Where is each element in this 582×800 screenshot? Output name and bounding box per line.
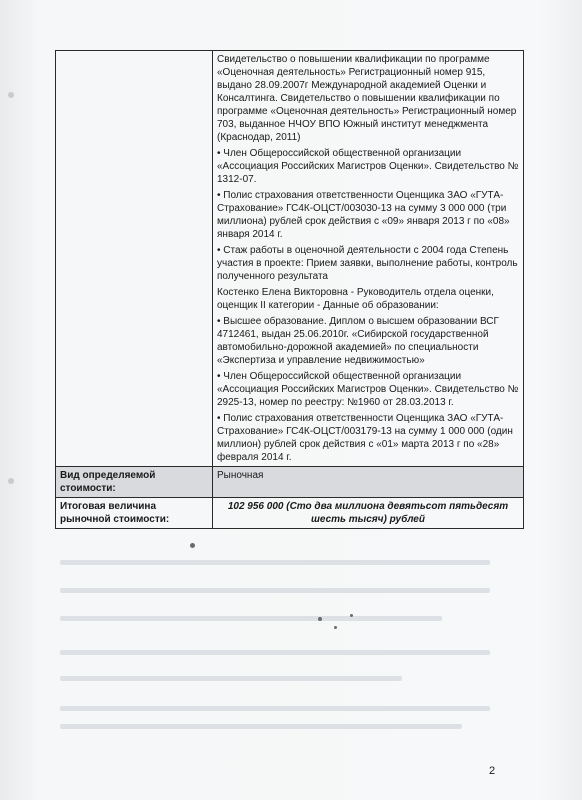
qualification-paragraph: Костенко Елена Викторовна - Руководитель отдела оценки, оценщик II категории - Данные об образовании: [217, 287, 494, 311]
value-type-value: Рыночная [213, 467, 524, 498]
bleed-through-line [60, 650, 490, 655]
bleed-through-line [60, 724, 462, 729]
bleed-through-line [60, 588, 490, 593]
value-type-label: Вид определяемой стоимости: [56, 467, 213, 498]
punch-hole [8, 92, 14, 98]
ink-speck [318, 617, 322, 621]
bleed-through-line [60, 676, 402, 681]
total-value-row [56, 498, 524, 529]
ink-speck [334, 626, 337, 629]
qualification-paragraph: • Полис страхования ответственности Оценщика ЗАО «ГУТА-Страхование» ГС4К-ОЦСТ/003179-13 на сумму 1 000 000 (один миллион) рублей срок действия с «01» марта 2013 г по «28» февраля 2014 г. [217, 413, 513, 463]
qualification-paragraph: • Член Общероссийской общественной организации «Ассоциация Российских Магистров Оценки». Свидетельство № 1312-07. [217, 148, 519, 185]
qualification-paragraph: • Полис страхования ответственности Оценщика ЗАО «ГУТА-Страхование» ГС4К-ОЦСТ/003030-13 на сумму 3 000 000 (три миллиона) рублей срок действия с «09» января 2013 г по «08» января 2014 г. [217, 190, 510, 240]
ink-speck [190, 543, 195, 548]
bleed-through-line [60, 706, 490, 711]
page-number: 2 [489, 765, 496, 777]
bleed-through-line [60, 560, 490, 565]
empty-label-cell [56, 51, 213, 467]
value-type-row [56, 467, 524, 498]
qualification-paragraph: Свидетельство о повышении квалификации по программе «Оценочная деятельность» Регистрационный номер 915, выдано 28.09.2007г Международной академией Оценки и Консалтинга. Свидетельство о повышении квалификации по программе «Оценочная деятельность» Регистрационный номер 703, выданное НЧОУ ВПО Южный институт менеджмента (Краснодар, 2011) [217, 54, 517, 143]
qualification-paragraph: • Член Общероссийской общественной организации «Ассоциация Российских Магистров Оценки». Свидетельство № 2925-13, номер по реестру: №1960 от 28.03.2013 г. [217, 371, 519, 408]
qualifications-row [56, 51, 524, 467]
appraisal-info-table [55, 50, 524, 529]
bleed-through-line [60, 616, 442, 621]
qualifications-cell [213, 51, 524, 467]
ink-speck [350, 614, 353, 617]
total-value-label: Итоговая величина рыночной стоимости: [56, 498, 213, 529]
total-value-amount: 102 956 000 (Сто два миллиона девятьсот пятьдесят шесть тысяч) рублей [213, 498, 524, 529]
qualification-paragraph: • Высшее образование. Диплом о высшем образовании ВСГ 4712461, выдан 25.06.2010г. «Сибирской государственной автомобильно-дорожной академией» по специальности «Экспертиза и управление недвижимостью» [217, 316, 499, 366]
qualification-paragraph: • Стаж работы в оценочной деятельности с 2004 года Степень участия в проекте: Прием заявки, выполнение работы, контроль полученного результата [217, 245, 518, 282]
punch-hole [8, 478, 14, 484]
